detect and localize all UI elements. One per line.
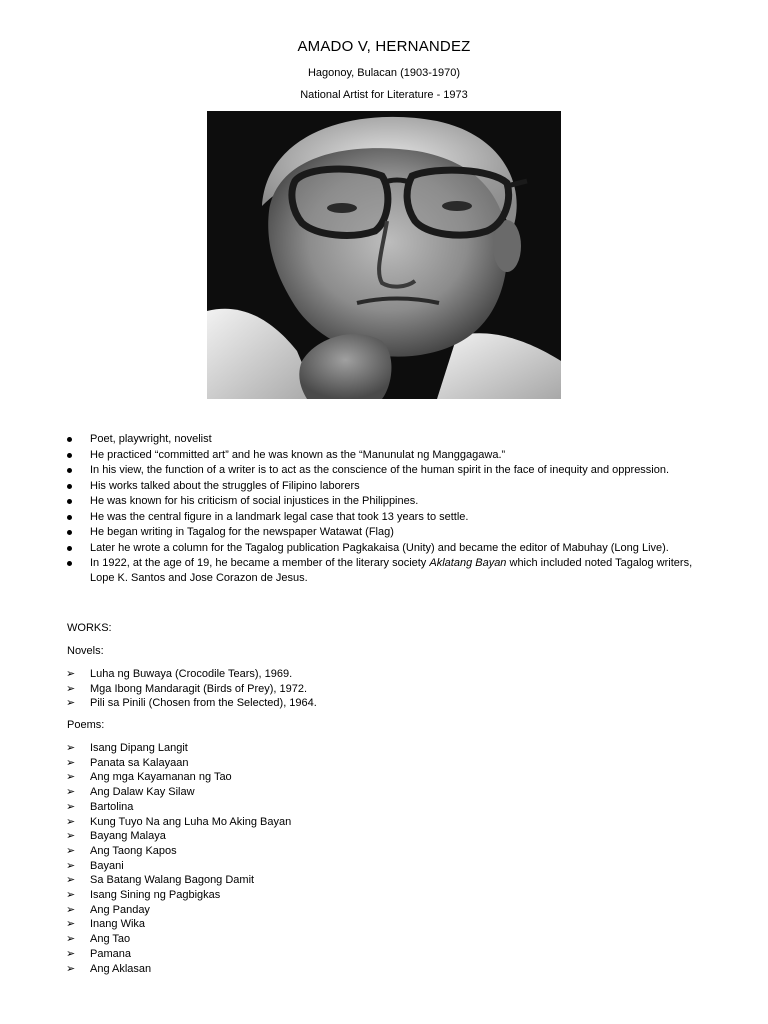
list-item: ➢ Ang Panday xyxy=(66,903,150,916)
arrow-bullet-icon: ➢ xyxy=(66,800,76,813)
poems-label: Poems: xyxy=(67,719,105,731)
list-item: ➢ Bayang Malaya xyxy=(66,830,166,843)
novels-label: Novels: xyxy=(67,645,104,657)
bio-bullets xyxy=(0,432,768,587)
arrow-bullet-icon: ➢ xyxy=(66,889,76,902)
list-item: ➢ Pamana xyxy=(66,947,131,960)
list-item: ➢ Sa Batang Walang Bagong Damit xyxy=(66,874,255,887)
bullet-dot-icon xyxy=(67,530,72,535)
bio-bullet: His works talked about the struggles of Filipino laborers xyxy=(0,479,768,494)
bio-bullet: In his view, the function of a writer is to act as the conscience of the human spirit in the face of inequity and oppression. xyxy=(0,463,768,478)
arrow-bullet-icon: ➢ xyxy=(66,682,76,695)
bullet-dot-icon xyxy=(67,561,72,566)
bullet-dot-icon xyxy=(67,499,72,504)
page-title: AMADO V, HERNANDEZ xyxy=(297,38,471,55)
arrow-bullet-icon: ➢ xyxy=(66,786,76,799)
bio-bullet: In 1922, at the age of 19, he became a member of the literary society Aklatang Bayan which included noted Tagalog writers, Lope K. Santos and Jose Corazon de Jesus. xyxy=(0,556,768,586)
list-item: ➢ Ang Tao xyxy=(66,933,131,946)
list-item: ➢ Ang Dalaw Kay Silaw xyxy=(66,786,195,799)
works-label: WORKS: xyxy=(67,622,112,634)
arrow-bullet-icon: ➢ xyxy=(66,697,76,710)
list-item: ➢ Kung Tuyo Na ang Luha Mo Aking Bayan xyxy=(66,815,292,828)
arrow-bullet-icon: ➢ xyxy=(66,742,76,754)
arrow-bullet-icon: ➢ xyxy=(66,830,76,843)
arrow-bullet-icon: ➢ xyxy=(66,903,76,916)
list-item: ➢ Bartolina xyxy=(66,800,134,813)
list-item: ➢ Mga Ibong Mandaragit (Birds of Prey), 1972. xyxy=(66,682,308,695)
bio-bullet: He was the central figure in a landmark legal case that took 13 years to settle. xyxy=(0,510,768,525)
arrow-bullet-icon: ➢ xyxy=(66,668,76,680)
list-item: ➢ Luha ng Buwaya (Crocodile Tears), 1969. xyxy=(66,668,293,680)
bullet-dot-icon xyxy=(67,453,72,458)
bullet-dot-icon xyxy=(67,437,72,442)
arrow-bullet-icon: ➢ xyxy=(66,918,76,931)
bullet-dot-icon xyxy=(67,468,72,473)
arrow-bullet-icon: ➢ xyxy=(66,844,76,857)
list-item: ➢ Ang Aklasan xyxy=(66,962,152,975)
list-item: ➢ Inang Wika xyxy=(66,918,146,931)
bullet-dot-icon xyxy=(67,546,72,551)
arrow-bullet-icon: ➢ xyxy=(66,756,76,769)
bio-bullet: Later he wrote a column for the Tagalog publication Pagkakaisa (Unity) and became the editor of Mabuhay (Long Live). xyxy=(0,541,768,556)
award-line: National Artist for Literature - 1973 xyxy=(300,89,468,101)
list-item: ➢ Pili sa Pinili (Chosen from the Selected), 1964. xyxy=(66,697,317,710)
portrait-image xyxy=(207,111,561,399)
bio-bullet: Poet, playwright, novelist xyxy=(0,432,768,447)
list-item: ➢ Bayani xyxy=(66,859,124,872)
arrow-bullet-icon: ➢ xyxy=(66,815,76,828)
list-item: ➢ Panata sa Kalayaan xyxy=(66,756,189,769)
arrow-bullet-icon: ➢ xyxy=(66,962,76,975)
bio-bullet: He was known for his criticism of social injustices in the Philippines. xyxy=(0,494,768,509)
list-item: ➢ Isang Dipang Langit xyxy=(66,742,188,754)
bullet-dot-icon xyxy=(67,484,72,489)
arrow-bullet-icon: ➢ xyxy=(66,933,76,946)
arrow-bullet-icon: ➢ xyxy=(66,874,76,887)
arrow-bullet-icon: ➢ xyxy=(66,947,76,960)
arrow-bullet-icon: ➢ xyxy=(66,771,76,784)
portrait-photo xyxy=(207,111,561,399)
bio-bullet: He practiced “committed art” and he was known as the “Manunulat ng Manggagawa.” xyxy=(0,448,768,463)
list-item: ➢ Isang Sining ng Pagbigkas xyxy=(66,889,221,902)
novels-list xyxy=(0,667,768,711)
origin-line: Hagonoy, Bulacan (1903-1970) xyxy=(307,67,461,79)
bio-bullet: He began writing in Tagalog for the newspaper Watawat (Flag) xyxy=(0,525,768,540)
list-item: ➢ Ang mga Kayamanan ng Tao xyxy=(66,771,232,784)
list-item: ➢ Ang Taong Kapos xyxy=(66,844,177,857)
bullet-dot-icon xyxy=(67,515,72,520)
arrow-bullet-icon: ➢ xyxy=(66,859,76,872)
poems-list xyxy=(0,741,768,976)
